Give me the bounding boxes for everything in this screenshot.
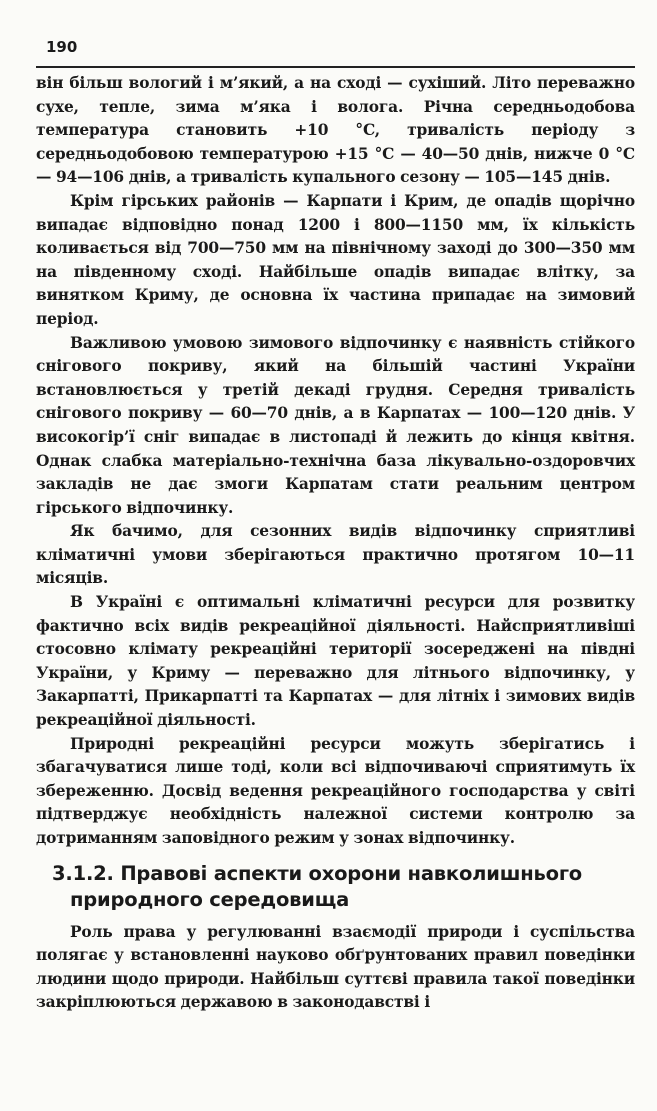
paragraph-climate-resources: В Україні є оптимальні кліматичні ресурси для розвитку фактично всіх видів рекреаційної діяльності. Найсприятливіші стосовно клімату рекреаційні території зосереджені на півдні України, у Криму — переважно для літнього відпочинку, у Закарпатті, Прикарпатті та Карпатах — для літніх і зимових видів рекреаційної діяльності.	[36, 593, 635, 730]
paragraph-continuation: він більш вологий і м’який, а на сході — сухіший. Літо переважно сухе, тепле, зима м’яка і волога. Річна середньодобова температура становить +10 °C, тривалість періоду з середньодобовою температурою +15 °C — 40—50 днів, нижче 0 °C — 94—106 днів, а тривалість купального сезону — 105—145 днів.	[36, 74, 635, 187]
page-number: 190	[46, 38, 78, 56]
paragraph-snow-cover: Важливою умовою зимового відпочинку є наявність стійкого снігового покриву, який на більшій частині України встановлюється у третій декаді грудня. Середня тривалість снігового покриву — 60—70 днів, а в Карпатах — 100—120 днів. У високогір’ї сніг випадає в листопаді й лежить до кінця квітня. Однак слабка матеріально-технічна база лікувально-оздоровчих закладів не дає змоги Карпатам стати реальним центром гірського відпочинку.	[36, 333, 635, 517]
body-text	[36, 72, 635, 1015]
paragraph-role-of-law: Роль права у регулюванні взаємодії природи і суспільства полягає у встановленні науково обґрунтованих правил поведінки людини щодо природи. Найбільш суттєві правила такої поведінки закріплюються державою в законодавстві і	[36, 922, 635, 1012]
paragraph-precipitation: Крім гірських районів — Карпати і Крим, де опадів щорічно випадає відповідно понад 1200 і 800—1150 мм, їх кількість коливається від 700—750 мм на північному заході до 300—350 мм на південному сході. Найбільше опадів випадає влітку, за винятком Криму, де основна їх частина припадає на зимовий період.	[36, 191, 635, 328]
paragraph-seasonal-conditions: Як бачимо, для сезонних видів відпочинку сприятливі кліматичні умови зберігаються практично протягом 10—11 місяців.	[36, 522, 635, 588]
header-rule	[36, 66, 635, 68]
paragraph-resource-preservation: Природні рекреаційні ресурси можуть зберігатись і збагачуватися лише тоді, коли всі відпочиваючі сприятимуть їх збереженню. Досвід ведення рекреаційного господарства у світі підтверджує необхідність належної системи контролю за дотриманням заповідного режим у зонах відпочинку.	[36, 734, 635, 847]
section-heading: 3.1.2. Правові аспекти охорони навколишнього природного середовища	[52, 861, 583, 911]
